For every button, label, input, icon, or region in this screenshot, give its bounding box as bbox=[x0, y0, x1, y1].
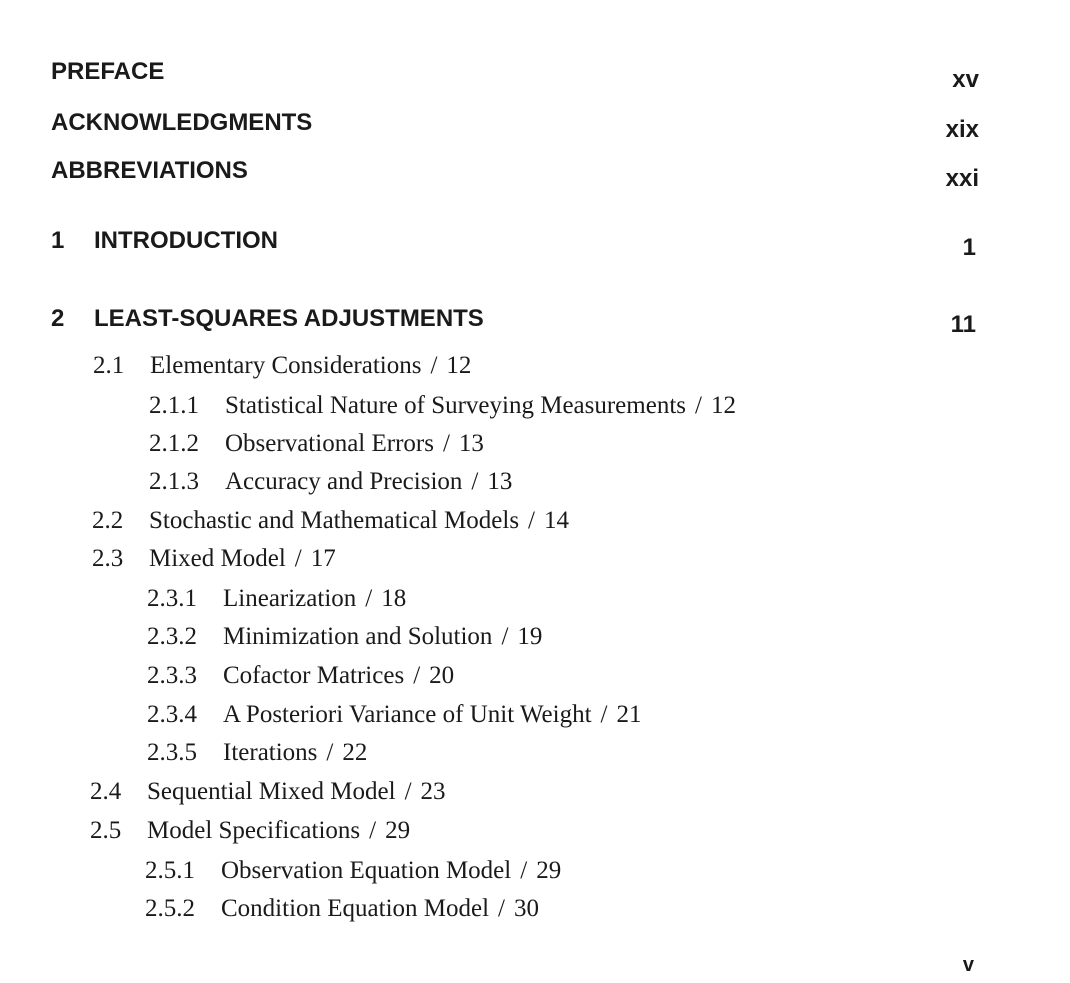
section-page: 13 bbox=[458, 430, 484, 457]
chapter-number: 2 bbox=[51, 305, 65, 332]
section-page: 21 bbox=[616, 701, 642, 728]
separator: / bbox=[695, 392, 702, 419]
section-page: 30 bbox=[514, 895, 539, 922]
separator: / bbox=[365, 585, 373, 612]
section-page: 14 bbox=[544, 507, 569, 534]
toc-subsection bbox=[147, 700, 641, 730]
section-title: Observational Errors bbox=[225, 430, 434, 457]
separator: / bbox=[326, 739, 334, 766]
separator: / bbox=[520, 857, 528, 884]
toc-subsection bbox=[147, 738, 367, 768]
toc-subsection bbox=[145, 856, 561, 886]
section-page: 29 bbox=[536, 857, 562, 884]
toc-section bbox=[90, 777, 446, 807]
toc-subsection bbox=[149, 391, 736, 421]
section-number: 2.4 bbox=[90, 778, 122, 805]
page-number: xix bbox=[945, 116, 979, 143]
section-number: 2.2 bbox=[92, 507, 124, 534]
section-number: 2.3.3 bbox=[147, 662, 197, 689]
section-title: Observation Equation Model bbox=[221, 857, 512, 884]
toc-subsection bbox=[149, 429, 484, 459]
separator: / bbox=[404, 778, 412, 805]
section-number: 2.5 bbox=[90, 817, 122, 844]
entry-title: ACKNOWLEDGMENTS bbox=[51, 109, 313, 136]
section-number: 2.5.2 bbox=[145, 895, 195, 922]
section-title: Linearization bbox=[223, 585, 357, 612]
section-page: 29 bbox=[385, 817, 411, 844]
section-title: Iterations bbox=[223, 739, 318, 766]
section-page: 12 bbox=[446, 352, 472, 379]
toc-subsection bbox=[147, 622, 542, 652]
section-page: 19 bbox=[517, 623, 543, 650]
section-number: 2.1.3 bbox=[149, 468, 199, 495]
section-title: Condition Equation Model bbox=[221, 895, 490, 922]
page-number: 1 bbox=[962, 234, 976, 261]
section-page: 22 bbox=[342, 739, 368, 766]
section-number: 2.3.1 bbox=[147, 585, 197, 612]
toc-subsection bbox=[149, 467, 512, 497]
section-page: 17 bbox=[310, 545, 336, 572]
toc-chapter-least-squares bbox=[51, 305, 484, 333]
section-title: Model Specifications bbox=[147, 817, 361, 844]
section-title: Elementary Considerations bbox=[150, 352, 422, 379]
section-title: Sequential Mixed Model bbox=[147, 778, 396, 805]
separator: / bbox=[369, 817, 377, 844]
toc-entry-preface bbox=[51, 58, 164, 86]
section-title: Mixed Model bbox=[149, 545, 286, 572]
section-page: 18 bbox=[381, 585, 407, 612]
separator: / bbox=[430, 352, 438, 379]
chapter-title: INTRODUCTION bbox=[94, 227, 278, 254]
separator: / bbox=[600, 701, 608, 728]
separator: / bbox=[413, 662, 421, 689]
section-title: Accuracy and Precision bbox=[225, 468, 463, 495]
section-page: 20 bbox=[429, 662, 455, 689]
section-title: Statistical Nature of Surveying Measurements bbox=[225, 392, 686, 419]
toc-entry-abbreviations bbox=[51, 157, 248, 185]
section-title: A Posteriori Variance of Unit Weight bbox=[223, 701, 592, 728]
page-number: 11 bbox=[950, 311, 976, 338]
separator: / bbox=[442, 430, 450, 457]
toc-section bbox=[92, 544, 336, 574]
separator: / bbox=[471, 468, 479, 495]
separator: / bbox=[294, 545, 302, 572]
page-number: xv bbox=[952, 66, 979, 93]
toc-entry-acknowledgments bbox=[51, 109, 312, 137]
toc-subsection bbox=[145, 894, 539, 924]
separator: / bbox=[528, 507, 535, 534]
toc-chapter-introduction bbox=[51, 227, 278, 255]
toc-subsection bbox=[147, 584, 406, 614]
separator: / bbox=[498, 895, 505, 922]
section-title: Minimization and Solution bbox=[223, 623, 493, 650]
section-title: Cofactor Matrices bbox=[223, 662, 405, 689]
section-page: 23 bbox=[420, 778, 446, 805]
section-page: 12 bbox=[710, 392, 736, 419]
section-number: 2.3.2 bbox=[147, 623, 197, 650]
section-page: 13 bbox=[487, 468, 513, 495]
section-number: 2.5.1 bbox=[145, 857, 195, 884]
separator: / bbox=[501, 623, 509, 650]
chapter-number: 1 bbox=[51, 227, 65, 254]
page-number: xxi bbox=[945, 165, 979, 192]
toc-subsection bbox=[147, 661, 454, 691]
entry-title: ABBREVIATIONS bbox=[51, 157, 248, 184]
chapter-title: LEAST-SQUARES ADJUSTMENTS bbox=[94, 305, 484, 332]
section-title: Stochastic and Mathematical Models bbox=[149, 507, 520, 534]
folio-page-number: v bbox=[962, 954, 974, 976]
toc-section bbox=[92, 506, 569, 536]
section-number: 2.1.1 bbox=[149, 392, 199, 419]
section-number: 2.3.5 bbox=[147, 739, 197, 766]
section-number: 2.1.2 bbox=[149, 430, 199, 457]
toc-section bbox=[93, 351, 471, 381]
section-number: 2.1 bbox=[93, 352, 125, 379]
entry-title: PREFACE bbox=[51, 58, 165, 85]
section-number: 2.3.4 bbox=[147, 701, 197, 728]
toc-section bbox=[90, 816, 410, 846]
section-number: 2.3 bbox=[92, 545, 124, 572]
